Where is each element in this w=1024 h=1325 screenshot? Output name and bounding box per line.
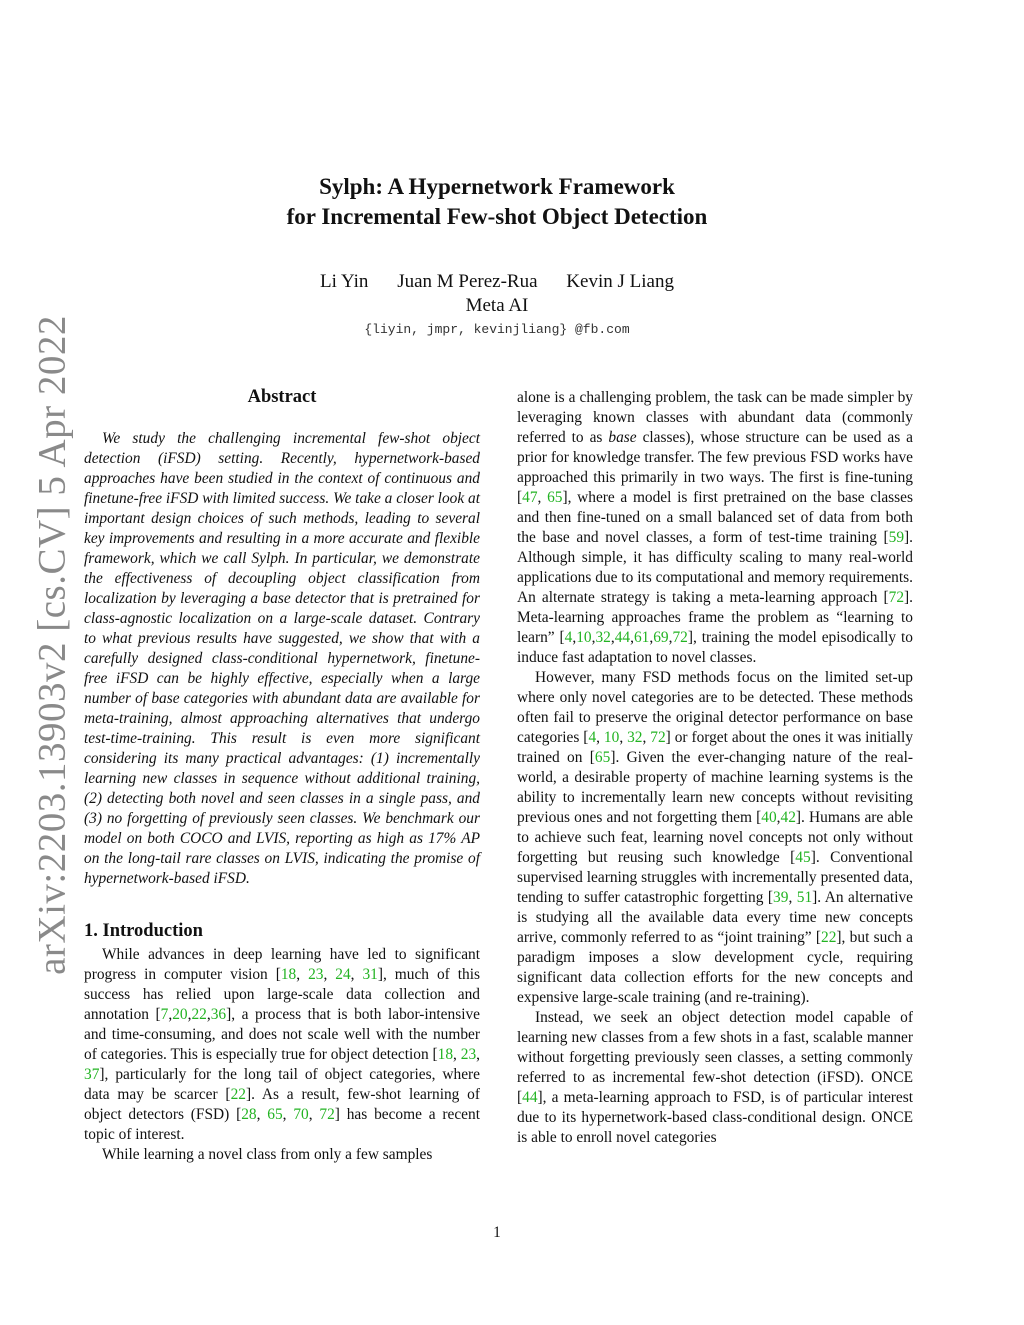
title-line-2: for Incremental Few-shot Object Detection bbox=[286, 204, 708, 229]
affiliation: Meta AI bbox=[465, 295, 529, 316]
citation-link[interactable]: 59 bbox=[888, 529, 905, 546]
citation-link[interactable]: 7 bbox=[160, 1006, 169, 1023]
citation-link[interactable]: 32 bbox=[595, 629, 611, 646]
citation-link[interactable]: 72 bbox=[888, 589, 905, 606]
citation-link[interactable]: 45 bbox=[795, 849, 811, 866]
citation-link[interactable]: 61 bbox=[633, 629, 650, 646]
right-paragraph-3: Instead, we seek an object detection model capable of learning new classes from a few shots in a fast, scalable manner without forgetting previously seen classes, a setting commonly referred to as incremental few-shot detection (iFSD). ONCE [44], a meta-learning approach to FSD, is of particular interest due to its hypernetwork-based class-conditional design. ONCE is able to enroll novel categories bbox=[517, 1009, 913, 1146]
citation-link[interactable]: 32 bbox=[627, 729, 643, 746]
citation-link[interactable]: 23 bbox=[460, 1046, 477, 1063]
citation-link[interactable]: 20 bbox=[172, 1006, 188, 1023]
citation-link[interactable]: 65 bbox=[594, 749, 611, 766]
citation-link[interactable]: 18 bbox=[437, 1046, 454, 1063]
paper-title bbox=[0, 172, 994, 232]
citation-link[interactable]: 44 bbox=[522, 1089, 538, 1106]
author-1: Li Yin bbox=[320, 271, 369, 292]
citation-link[interactable]: 72 bbox=[650, 729, 666, 746]
citation-link[interactable]: 22 bbox=[821, 929, 837, 946]
right-paragraph-2: However, many FSD methods focus on the limited set-up where only novel categories are to be detected. These methods often fail to preserve the original detector performance on base categories [4, 10, 32, 72] or forget about the ones it was initially trained on [65]. Given the ever-changing nature of the real-world, a desirable property of machine learning systems is the ability to incrementally learn new concepts without revisiting previous ones and not forgetting them [40,42]. Humans are able to achieve such feat, learning novel concepts not only without forgetting but reusing such knowledge [45]. Conventional supervised learning struggles with incrementally presented data, tending to suffer catastrophic forgetting [39, 51]. An alternative is studying all the available data every time new concepts arrive, commonly referred to as “joint training” [22], but such a paradigm imposes a slow development cycle, requiring significant data collection efforts for the new concepts and expensive large-scale training (and re-training). bbox=[517, 669, 914, 1006]
citation-link[interactable]: 10 bbox=[603, 729, 620, 746]
citation-link[interactable]: 65 bbox=[267, 1106, 283, 1123]
citation-link[interactable]: 24 bbox=[335, 966, 351, 983]
citation-link[interactable]: 47 bbox=[522, 489, 538, 506]
title-line-1: Sylph: A Hypernetwork Framework bbox=[319, 174, 675, 199]
citation-link[interactable]: 40 bbox=[761, 809, 777, 826]
right-paragraph-1: alone is a challenging problem, the task can be made simpler by leveraging known classes with abundant data (commonly referred to as base classes), whose structure can be used as a prior for knowledge transfer. The few previous FSD works have approached this primarily in two ways. The first is fine-tuning [47, 65], where a model is first pretrained on the base classes and then fine-tuned on a small balanced set of data from both the base and novel classes, a form of test-time training [59]. Although simple, it has difficulty scaling to many real-world applications due to its computational and memory requirements. An alternate strategy is taking a meta-learning approach [72]. Meta-learning approaches frame the problem as “learning to learn” [4,10,32,44,61,69,72], training the model episodically to induce fast adaptation to novel classes. bbox=[517, 389, 913, 666]
author-names bbox=[0, 270, 994, 294]
right-column bbox=[517, 388, 913, 1148]
citation-link[interactable]: 37 bbox=[84, 1066, 100, 1083]
left-column bbox=[84, 385, 480, 1165]
citation-link[interactable]: 28 bbox=[241, 1106, 257, 1123]
citation-link[interactable]: 4 bbox=[588, 729, 597, 746]
author-2: Juan M Perez-Rua bbox=[397, 271, 538, 292]
citation-link[interactable]: 18 bbox=[280, 966, 297, 983]
author-emails: {liyin, jmpr, kevinjliang} @fb.com bbox=[364, 322, 630, 337]
citation-link[interactable]: 70 bbox=[293, 1106, 309, 1123]
abstract-text: We study the challenging incremental few-shot object detection (iFSD) setting. Recently, hypernetwork-based approaches have been studied in the context of continuous and finetune-free iFSD with limited success. We take a closer look at important design choices of such methods, leading to several key improvements and resulting in a more accurate and flexible framework, which we call Sylph. In particular, we demonstrate the effectiveness of decoupling object classification from localization by leveraging a base detector that is pretrained for class-agnostic localization on a large-scale dataset. Contrary to what previous results have suggested, we show that with a carefully designed class-conditional hypernetwork, finetune-free iFSD can be highly effective, especially when a large number of base categories with abundant data are available for meta-training, almost approaching alternatives that undergo test-time-training. This result is even more significant considering its many practical advantages: (1) incrementally learning new classes in sequence without additional training, (2) detecting both novel and seen classes in a single pass, and (3) no forgetting of previously seen classes. We benchmark our model on both COCO and LVIS, reporting as high as 17% AP on the long-tail rare classes on LVIS, indicating the promise of hypernetwork-based iFSD. bbox=[84, 430, 480, 887]
arxiv-sidebar-stamp: arXiv:2203.13903v2 [cs.CV] 5 Apr 2022 bbox=[30, 315, 74, 975]
citation-link[interactable]: 39 bbox=[773, 889, 789, 906]
citation-link[interactable]: 22 bbox=[230, 1086, 246, 1103]
page-number: 1 bbox=[493, 1224, 501, 1241]
citation-link[interactable]: 22 bbox=[191, 1006, 207, 1023]
citation-link[interactable]: 44 bbox=[614, 629, 631, 646]
author-block bbox=[0, 270, 994, 318]
citation-link[interactable]: 72 bbox=[672, 629, 688, 646]
citation-link[interactable]: 4 bbox=[564, 629, 573, 646]
citation-link[interactable]: 23 bbox=[308, 966, 324, 983]
citation-link[interactable]: 36 bbox=[210, 1006, 227, 1023]
citation-link[interactable]: 65 bbox=[547, 489, 563, 506]
citation-link[interactable]: 42 bbox=[780, 809, 796, 826]
intro-paragraph-1: While advances in deep learning have led to significant progress in computer vision [18, 23, 24, 31], much of this success has relied upon large-scale data collection and annotation [7,20,22,36], a process that is both labor-intensive and time-consuming, and does not scale well with the number of categories. This is especially true for object detection [18, 23, 37], particularly for the long tail of object categories, where data may be scarcer [22]. As a result, few-shot learning of object detectors (FSD) [28, 65, 70, 72] has become a recent topic of interest. bbox=[84, 946, 480, 1143]
citation-link[interactable]: 72 bbox=[319, 1106, 335, 1123]
intro-paragraph-2: While learning a novel class from only a few samples bbox=[102, 1146, 433, 1163]
citation-link[interactable]: 10 bbox=[576, 629, 592, 646]
author-3: Kevin J Liang bbox=[566, 271, 674, 292]
section-heading-introduction: 1. Introduction bbox=[84, 921, 203, 941]
citation-link[interactable]: 51 bbox=[796, 889, 813, 906]
citation-link[interactable]: 31 bbox=[362, 966, 378, 983]
abstract-heading: Abstract bbox=[247, 387, 317, 407]
citation-link[interactable]: 69 bbox=[653, 629, 669, 646]
